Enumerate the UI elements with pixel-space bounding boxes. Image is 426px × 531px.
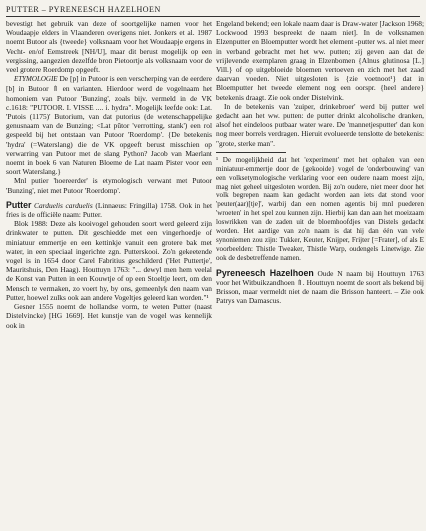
authority: (Linnaeus: Fringilla) 1758. Ook in het fries is de officiële naam: Putter. [6, 200, 212, 220]
paragraph: Blok 1988: Deze als kooivogel gehouden soort werd geleerd zijn drinkwater te putten. Dit geschiedde met een vingerhoedje of miniatuur emmertje en een kettinkje vanuit een grotere bak met water, in een speciaal ingerichte zgn. Putterskooi. Zo'n gekeetende vogel is in 1654 door Carel Fabritius geschilderd ('Het Puttertje', Mauritshuis, Den Haag). Houttuyn 1763: "... dewyl men hem veelal de Konst van Putten in een Kouwtje of op een Stoeltje leert, om den Mensch te vermaken, zo voert hy, by ons, gemeenlyk den naam van Putter, hoewel zulks ook aan andere Vogeltjes geleerd kan worden."¹ [6, 219, 212, 302]
paragraph: Engeland bekend; een lokale naam daar is Draw-water [Jackson 1968; Lockwood 1993 bespreekt de naam niet]. In de volksnamen Elzenputter en Bloemputter wordt het element -putter ws. al niet meer in verband gebracht met het ww. putten; zij geven aan dat de vrijlevende exemplaren graag in Elzenbomen {Alnus glutinosa [L.] Vill.} of op uitgebloeide bloemen vertoeven en zich met het zaad daarvan voeden. Niet uitgesloten is {zie voetnoot¹} dat in Bloemputter het tweede element nog een oorspr. {heel andere} betekenis draagt. Zie ook onder Distelvink. [216, 19, 424, 102]
etymology-paragraph [6, 74, 212, 176]
paragraph: Mnl putier 'hoereerder' is etymologisch verwant met Putoor 'Bunzing', niet met Putoor 'Roerdomp'. [6, 176, 212, 195]
entry-putter [6, 201, 212, 219]
paragraph: Gesner 1555 noemt de hollandse vorm, te weten Putter (naast Distelvincke) [HG 1669]. Het kunstje van de vogel was kennelijk ook in [6, 302, 212, 330]
paragraph: bevestigt het gebruik van deze of soortgelijke namen voor het Woudaapje elders in Vlaanderen overigens niet. Jonkers et al. 1987 noemt Butoor als {tweede} volksnaam voor het Woudaapje ergens in Vecht- en/of Eemstreek [NH/U], maar dit berust mogelijk op een vergissing, aangezien dezelfde bron Pietoortje als volksnaam voor de veel grotere Roerdomp opgeeft. [6, 19, 212, 75]
scientific-name: Carduelis carduelis [34, 200, 93, 210]
right-column [216, 19, 424, 306]
paragraph: In de betekenis van 'zuiper, drinkebroer' werd bij putter wel gedacht aan het ww. putten: de putter drinkt alcoholische dranken, alsof het eindeloos putbaar water ware. De 'mannetjesputter' dan kon nog meer borrels verdragen. Hieruit evolueerde tenslotte de betekenis: "grote, sterke man". [216, 101, 424, 148]
header-rule [6, 16, 420, 17]
footnote: ¹ De mogelijkheid dat het 'experiment' met het ophalen van een miniatuur-emmertje door de {gekooide} vogel de 'onderbouwing' van een volksetymologische verklaring voor een oudere naam moest zijn, mag niet geheel uitgesloten worden. Bij zo'n oudere, niet meer door het volk begrepen naam kan gedacht worden aan iets dat stond voor 'peuter(aar)[tje]', warbij dan een nomen agentis bij mnl puederen 'wroeten' in het spel zou kunnen zijn. Hierbij kan dan aan het moeizaam loswrikken van de zaden uit de bloemhoofdjes van Distels gedacht worden. Het aardige van zo'n naam is dat hij dan één van vele synoniemen zou zijn: Tukker, Keuter, Knijper, Frijter [=Frater], of als E voorbeelden: Thistle Tweaker, Thistle Warp, oudengels Linetwige. Zie ook de desbetreffende namen. [216, 155, 424, 262]
headword: Pyreneesch Hazelhoen [216, 267, 314, 278]
running-header [6, 5, 420, 16]
left-column [6, 19, 212, 330]
footnote-rule [216, 152, 286, 153]
etymology-text: De [p] in Putoor is een verscherping van de eerdere [b] in Butoor ⇑ en varianten. Hierdoor werd de vogelnaam het homoniem van Putoor 'Bunzing', zoals bijv. vermeld in de VK c.1618: "PUTOOR. I. VISSE .... i. hydra". Mogelijk leefde ook: Lat. 'Putois (1175)' Butorium, van dat putorius (de wetenschappelijke genusnaam van de Bunzing; <Lat pūtor 'verrotting, stank') een rol gespeeld bij het ontstaan van Putoor 'Roerdomp'. {De betekenis 'hydra' (=Waterslang) die de VK opgeeft berust misschien op verwarring van Putoor met de slang Python? Jacob van Maerlant noemt in boek 6 van Naturen Bloeme de Lat naam Pister voor een soort Waterslang.} [6, 74, 212, 177]
etymology-label: ETYMOLOGIE [14, 75, 58, 84]
running-title: PUTTER – PYRENEESCH HAZELHOEN [6, 5, 161, 14]
entry-text: Oude N naam bij Houttuyn 1763 voor het Witbuikzandhoen ⇑. Houttuyn noemt de soort als bekend bij Brisson, maar vermeldt niet de naam die Brisson hanteert. – Zie ook Patrys van Damascus. [216, 268, 424, 306]
entry-pyreneesch-hazelhoen [216, 269, 424, 306]
headword: Putter [6, 199, 32, 210]
